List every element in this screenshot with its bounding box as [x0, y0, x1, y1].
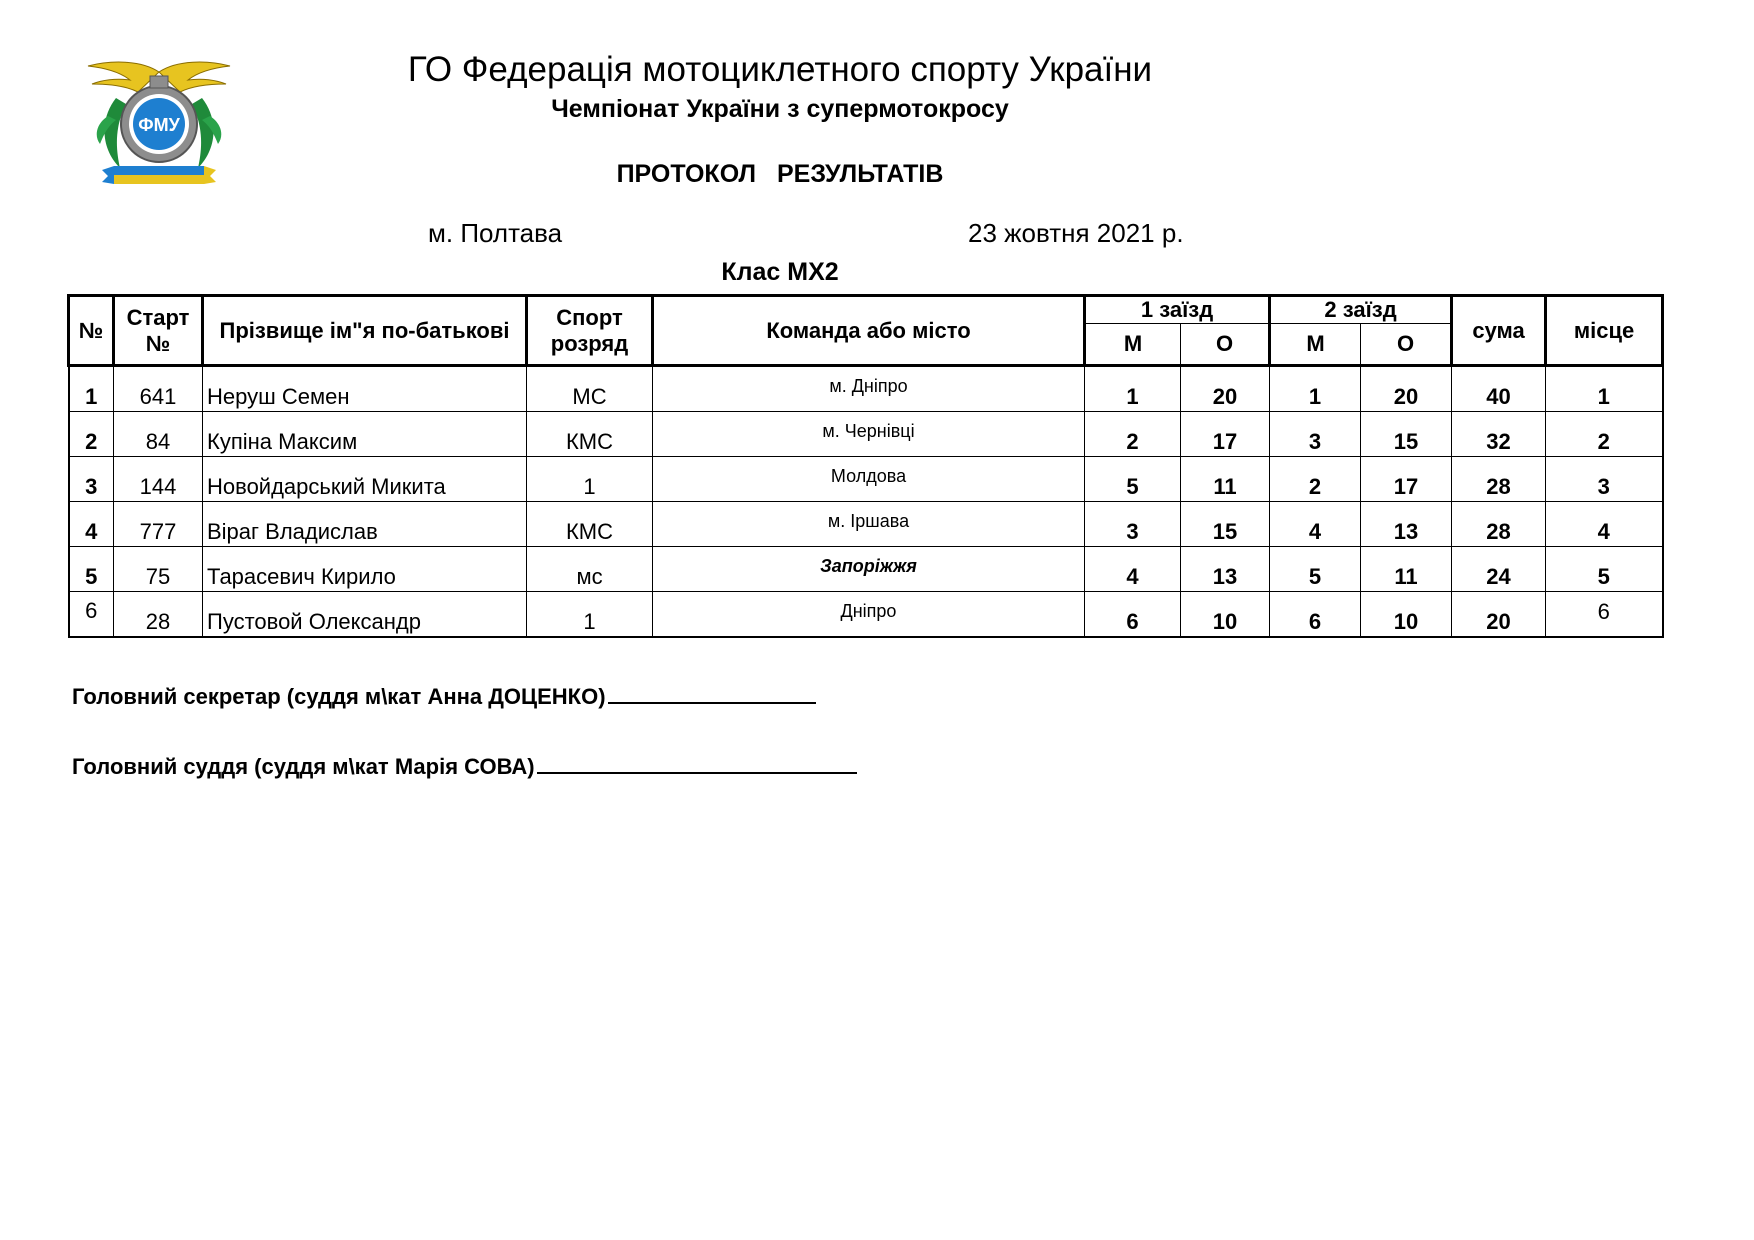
- cell-race2-m: 1: [1270, 366, 1361, 412]
- cell-race1-o: 20: [1181, 366, 1270, 412]
- cell-rank: КМС: [527, 502, 653, 547]
- table-row: [69, 457, 1663, 502]
- cell-team: Запоріжжя: [653, 547, 1085, 592]
- signature-judge-label: Головний суддя (суддя м\кат Марія СОВА): [72, 754, 535, 779]
- cell-start: 28: [114, 592, 203, 638]
- cell-race1-o: 10: [1181, 592, 1270, 638]
- cell-sum: 24: [1452, 547, 1546, 592]
- cell-start: 641: [114, 366, 203, 412]
- cell-race2-m: 2: [1270, 457, 1361, 502]
- cell-race1-m: 5: [1085, 457, 1181, 502]
- cell-sum: 40: [1452, 366, 1546, 412]
- col-header-place: місце: [1546, 296, 1663, 366]
- protocol-title: ПРОТОКОЛ РЕЗУЛЬТАТІВ: [616, 160, 944, 188]
- col-header-start: [114, 296, 203, 366]
- cell-place: 6: [1546, 592, 1663, 638]
- cell-rank: МС: [527, 366, 653, 412]
- cell-race1-o: 17: [1181, 412, 1270, 457]
- signature-judge-line: [537, 752, 857, 774]
- cell-name: Пустовой Олександр: [203, 592, 527, 638]
- cell-place: 3: [1546, 457, 1663, 502]
- cell-race2-o: 11: [1361, 547, 1452, 592]
- cell-team: м. Чернівці: [653, 412, 1085, 457]
- signature-secretary: [72, 682, 816, 710]
- col-header-race1-o: О: [1181, 324, 1270, 366]
- table-row: [69, 547, 1663, 592]
- cell-num: 4: [69, 502, 114, 547]
- cell-race1-m: 2: [1085, 412, 1181, 457]
- col-header-race2: 2 заїзд: [1270, 296, 1452, 324]
- cell-start: 777: [114, 502, 203, 547]
- cell-start: 75: [114, 547, 203, 592]
- cell-place: 4: [1546, 502, 1663, 547]
- cell-race1-m: 6: [1085, 592, 1181, 638]
- cell-race2-m: 6: [1270, 592, 1361, 638]
- cell-race2-o: 20: [1361, 366, 1452, 412]
- table-row: [69, 592, 1663, 638]
- cell-num: 1: [69, 366, 114, 412]
- event-city: м. Полтава: [428, 218, 563, 248]
- cell-team: м. Дніпро: [653, 366, 1085, 412]
- cell-num: 3: [69, 457, 114, 502]
- cell-race2-m: 3: [1270, 412, 1361, 457]
- cell-num: 6: [69, 592, 114, 638]
- signature-secretary-line: [608, 682, 816, 704]
- cell-start: 84: [114, 412, 203, 457]
- cell-rank: 1: [527, 457, 653, 502]
- cell-place: 5: [1546, 547, 1663, 592]
- cell-race2-m: 4: [1270, 502, 1361, 547]
- cell-race1-m: 1: [1085, 366, 1181, 412]
- cell-team: м. Іршава: [653, 502, 1085, 547]
- cell-race2-m: 5: [1270, 547, 1361, 592]
- cell-name: Новойдарський Микита: [203, 457, 527, 502]
- col-header-name: Прізвище ім"я по-батькові: [203, 296, 527, 366]
- event-date: 23 жовтня 2021 р.: [968, 218, 1184, 248]
- cell-start: 144: [114, 457, 203, 502]
- cell-race2-o: 13: [1361, 502, 1452, 547]
- svg-text:ФМУ: ФМУ: [138, 115, 180, 135]
- cell-race1-o: 13: [1181, 547, 1270, 592]
- cell-race2-o: 10: [1361, 592, 1452, 638]
- col-header-race1-m: М: [1085, 324, 1181, 366]
- cell-race1-o: 11: [1181, 457, 1270, 502]
- col-header-sum: сума: [1452, 296, 1546, 366]
- signature-judge: [72, 752, 857, 780]
- col-header-rank-line1: Спорт: [556, 304, 623, 330]
- col-header-rank-line2: розряд: [550, 330, 629, 356]
- cell-sum: 28: [1452, 457, 1546, 502]
- cell-place: 2: [1546, 412, 1663, 457]
- cell-race2-o: 15: [1361, 412, 1452, 457]
- championship-title: Чемпіонат України з супермотокросу: [551, 95, 1009, 123]
- cell-rank: мс: [527, 547, 653, 592]
- cell-name: Купіна Максим: [203, 412, 527, 457]
- cell-sum: 20: [1452, 592, 1546, 638]
- col-header-race2-m: М: [1270, 324, 1361, 366]
- cell-race1-o: 15: [1181, 502, 1270, 547]
- cell-race2-o: 17: [1361, 457, 1452, 502]
- cell-name: Неруш Семен: [203, 366, 527, 412]
- table-row: [69, 502, 1663, 547]
- cell-num: 2: [69, 412, 114, 457]
- table-row: [69, 366, 1663, 412]
- cell-sum: 28: [1452, 502, 1546, 547]
- col-header-num: №: [69, 296, 114, 366]
- cell-name: Віраг Владислав: [203, 502, 527, 547]
- cell-race1-m: 4: [1085, 547, 1181, 592]
- cell-rank: 1: [527, 592, 653, 638]
- cell-place: 1: [1546, 366, 1663, 412]
- col-header-team: Команда або місто: [653, 296, 1085, 366]
- cell-team: Молдова: [653, 457, 1085, 502]
- organization-title: ГО Федерація мотоциклетного спорту України: [407, 50, 1153, 89]
- cell-sum: 32: [1452, 412, 1546, 457]
- cell-name: Тарасевич Кирило: [203, 547, 527, 592]
- table-row: [69, 412, 1663, 457]
- col-header-race1: 1 заїзд: [1085, 296, 1270, 324]
- cell-race1-m: 3: [1085, 502, 1181, 547]
- cell-num: 5: [69, 547, 114, 592]
- cell-team: Дніпро: [653, 592, 1085, 638]
- col-header-rank: [527, 296, 653, 366]
- class-title: Клас МХ2: [721, 258, 839, 286]
- signature-secretary-label: Головний секретар (суддя м\кат Анна ДОЦЕНКО): [72, 684, 606, 709]
- col-header-start-label: Старт: [126, 304, 190, 330]
- results-table: [67, 294, 1664, 638]
- col-header-race2-o: О: [1361, 324, 1452, 366]
- col-header-start-num: №: [145, 330, 171, 356]
- cell-rank: КМС: [527, 412, 653, 457]
